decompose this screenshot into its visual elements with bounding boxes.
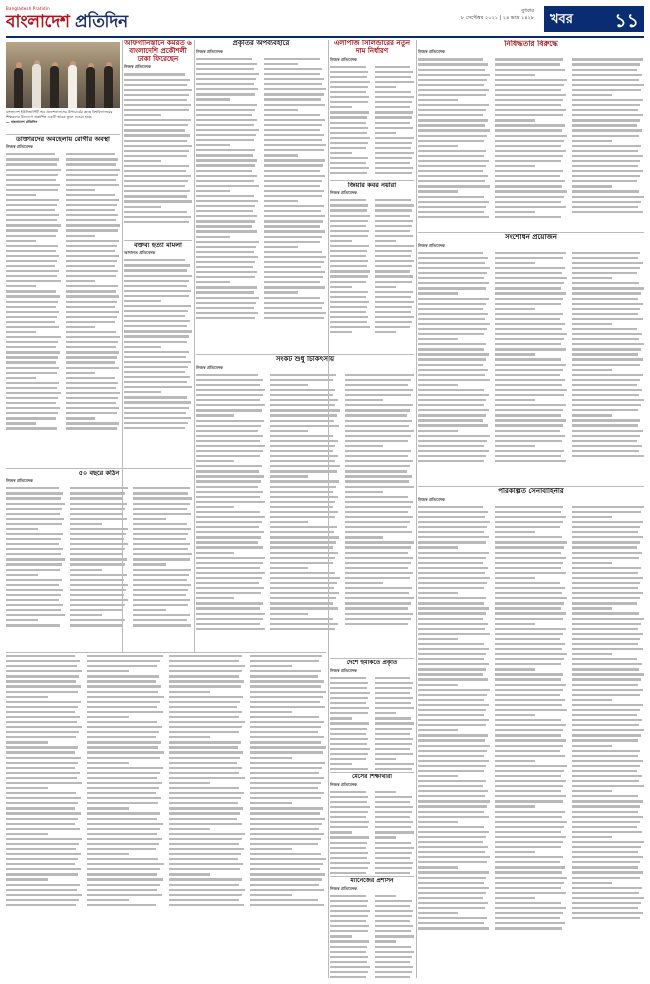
article-seashore[interactable] — [330, 660, 414, 770]
article-court[interactable] — [124, 242, 192, 452]
article-byline: নিজস্ব প্রতিবেদক — [196, 48, 223, 54]
masthead-rule — [6, 36, 644, 38]
article-headline: নিষিদ্ধতার বিরুদ্ধে — [504, 40, 558, 48]
article-lpg[interactable] — [330, 40, 414, 178]
article-body — [418, 58, 644, 219]
photo-credit: — বাংলাদেশ প্রতিদিন — [6, 120, 38, 124]
article-byline: আদালত প্রতিবেদক — [124, 250, 156, 256]
issue-date: ৮ সেপ্টেম্বর ২০২১ | ২৪ ভাদ্র ১৪২৮ — [460, 15, 534, 21]
article-headline: ম্যানেজের প্রশাসন — [350, 878, 394, 884]
article-headline: সংকট শুধু চিকিৎসায় — [275, 356, 335, 363]
logo-tagline: Bangladesh Pratidin — [6, 6, 50, 11]
article-body — [124, 259, 192, 429]
article-byline: নিজস্ব প্রতিবেদক — [330, 190, 357, 196]
article-body — [330, 199, 414, 336]
section-title: খবর — [550, 12, 573, 27]
article-health[interactable] — [6, 136, 120, 466]
masthead — [6, 6, 644, 36]
article-army[interactable] — [418, 488, 644, 978]
article-right-top[interactable] — [418, 40, 644, 230]
article-fate[interactable] — [330, 182, 414, 352]
article-headline: ডাক্তারদের অবহেলায় রোগীর অবস্থা — [16, 136, 110, 143]
article-body — [196, 374, 414, 631]
article-body — [6, 153, 120, 432]
article-byline: নিজস্ব প্রতিবেদক — [6, 478, 33, 484]
news-photo[interactable] — [6, 42, 120, 108]
article-byline: নিজস্ব প্রতিবেদক — [124, 64, 151, 70]
article-headline: সংশোধন প্রয়োজন — [505, 234, 557, 241]
article-headline: জিয়ার কবর নয়ারা — [347, 182, 397, 189]
photo-caption-block — [6, 110, 120, 132]
article-body — [330, 677, 414, 770]
logo-blue-part: প্রতিদিন — [69, 12, 128, 32]
article-body — [196, 58, 326, 322]
article-byline: নিজস্ব প্রতিবেদক — [418, 242, 445, 248]
article-fuel[interactable] — [330, 774, 414, 874]
article-need[interactable] — [418, 234, 644, 484]
article-body — [418, 506, 644, 930]
article-death[interactable] — [6, 470, 192, 650]
article-headline: পরিকল্পিত সেনাবাহিনীর — [498, 488, 564, 495]
section-header — [544, 6, 644, 32]
article-byline: নিজস্ব প্রতিবেদক — [196, 364, 223, 370]
page-number: ১১ — [614, 10, 639, 32]
article-byline: নিজস্ব প্রতিবেদক — [418, 49, 445, 55]
article-byline: নিজস্ব প্রতিবেদক — [330, 781, 357, 787]
article-headline: আফগানিস্তানে কর্মরত ৬ বাংলাদেশি প্রকৌশলী ঢাকা ফিরেছেন — [124, 40, 192, 63]
article-byline: নিজস্ব প্রতিবেদক — [6, 144, 33, 150]
article-body — [330, 791, 414, 874]
article-byline: নিজস্ব প্রতিবেদক — [330, 56, 357, 62]
article-body — [6, 487, 192, 629]
article-nature[interactable] — [196, 40, 326, 350]
article-body — [418, 252, 644, 464]
article-headline: ৫০ বছরে কঠিন — [78, 470, 120, 477]
article-continuation[interactable] — [6, 655, 326, 978]
article-police[interactable] — [330, 878, 414, 978]
article-body — [330, 66, 414, 178]
article-headline: মেসের শিক্ষার্থীরা — [351, 774, 393, 780]
article-engineers[interactable] — [124, 40, 192, 240]
issue-day: বুধবার — [521, 8, 534, 14]
article-byline: নিজস্ব প্রতিবেদক — [330, 667, 357, 673]
article-body — [6, 655, 326, 909]
dateline — [461, 8, 534, 22]
newspaper-logo[interactable] — [6, 9, 128, 37]
article-headline: এলপিজি সিলিন্ডারের নতুন দাম নির্ধারণ — [333, 40, 411, 55]
article-body — [330, 895, 414, 978]
article-headline: প্রকৃতির অপব্যবহারে — [232, 40, 290, 47]
article-headline: বক্তব্য হত্যা মামলা — [134, 242, 182, 249]
photo-caption: বাংলাদেশ ইউনিভার্সিটি অব প্রফেশনালসের উপাচার্যের কাছে বিশ্ববিদ্যালয়ের শিক্ষকদের উদ্যোগে প্রকাশিত একটি স্মারক তুলে দেওয়া হচ্ছে — [6, 110, 113, 119]
article-rice[interactable] — [196, 356, 414, 656]
logo-red-part: বাংলাদেশ — [6, 12, 70, 32]
article-headline: দেশে হুমকিতে প্রকৃতি — [346, 660, 398, 666]
article-body — [124, 73, 192, 222]
article-byline: নিজস্ব প্রতিবেদক — [330, 885, 357, 891]
article-byline: নিজস্ব প্রতিবেদক — [418, 496, 445, 502]
